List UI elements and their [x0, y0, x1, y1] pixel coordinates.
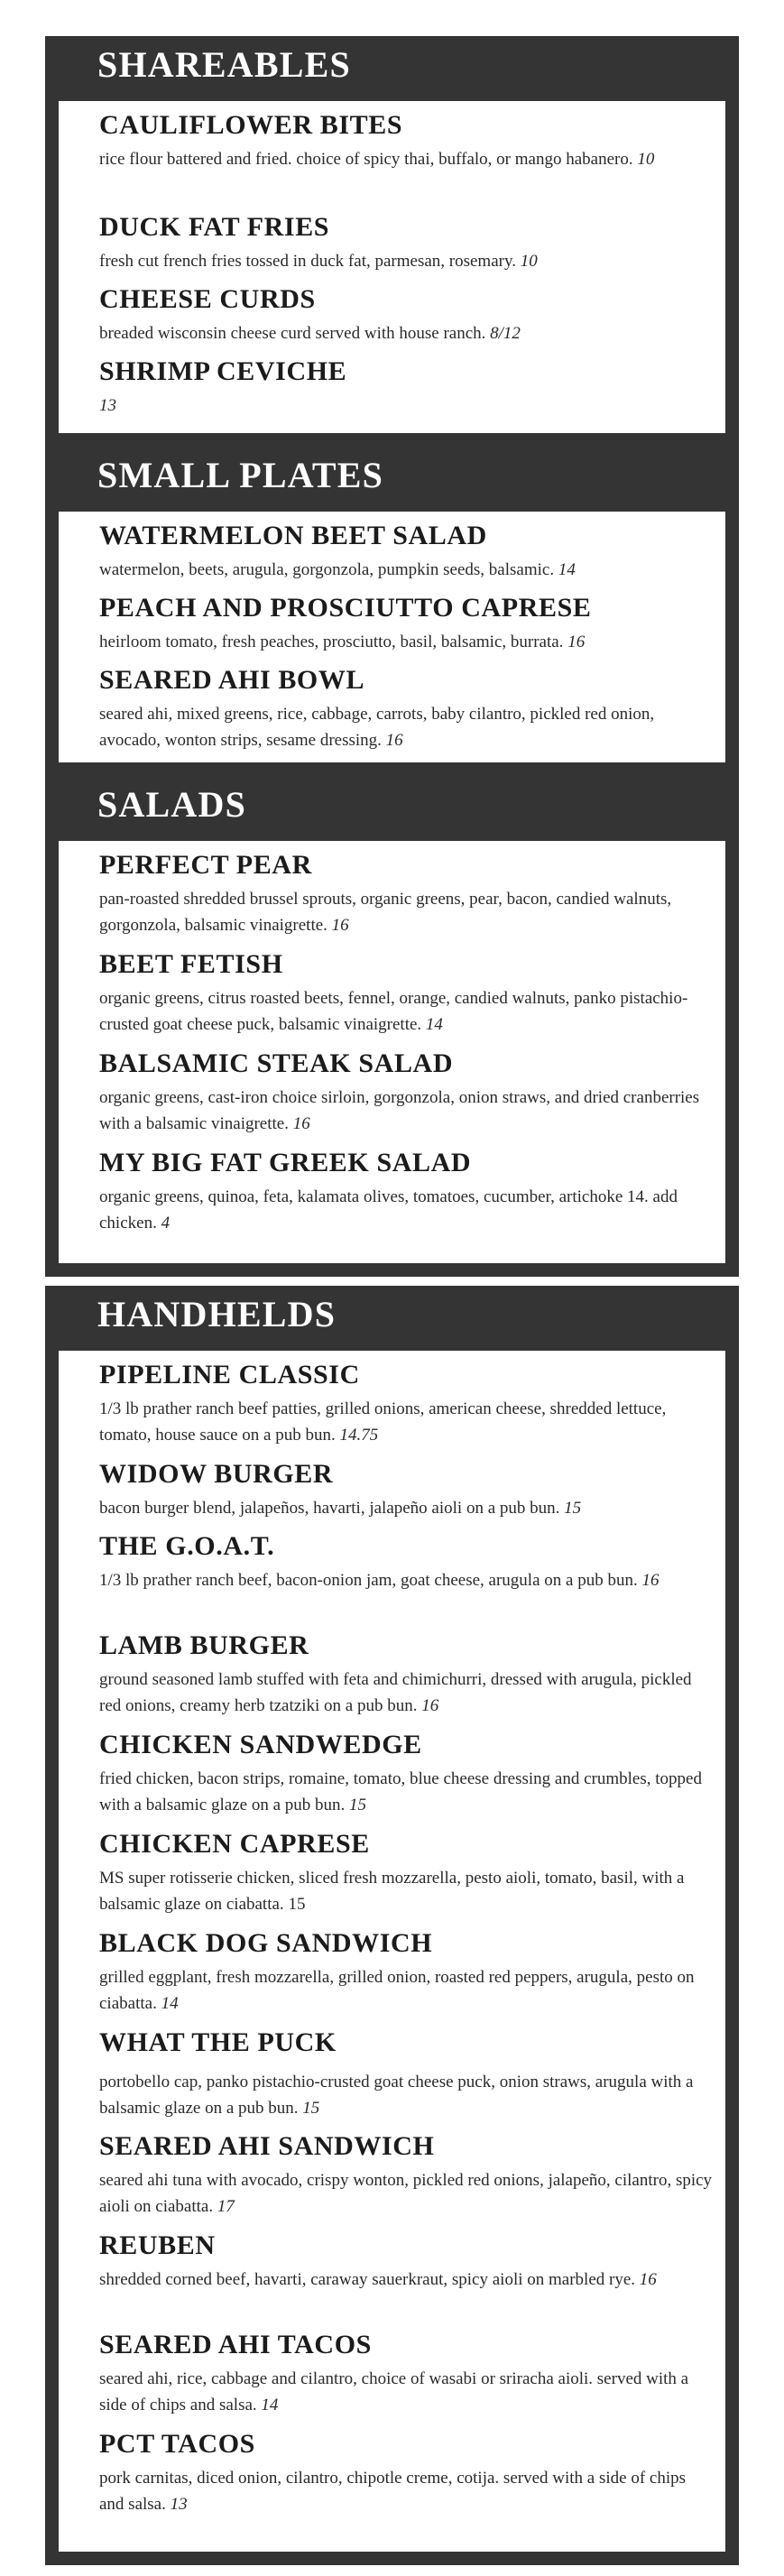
menu-item: [99, 2029, 715, 2121]
menu-item: [99, 1050, 715, 1137]
item-description: [99, 1396, 715, 1448]
section-shareables: [45, 36, 739, 447]
item-desc-text: shredded corned beef, havarti, caraway sauerkraut, spicy aioli on marbled rye.: [99, 2270, 636, 2289]
item-name: SEARED AHI BOWL: [99, 665, 365, 695]
item-desc-text: fried chicken, bacon strips, romaine, tomato, blue cheese dressing and crumbles, topped with a balsamic glaze on a pub bun.: [99, 1769, 702, 1814]
item-price: 15: [349, 1796, 367, 1814]
item-desc-text: 1/3 lb prather ranch beef patties, grilled onions, american cheese, shredded lettuce, tomato, house sauce on a pub bun.: [99, 1399, 667, 1445]
item-desc-text: seared ahi tuna with avocado, crispy wonton, pickled red onions, jalapeño, cilantro, spicy aioli on ciabatta.: [99, 2171, 713, 2216]
menu-item: [99, 112, 715, 172]
item-price: 14: [558, 560, 576, 579]
menu-item: [99, 1461, 715, 1521]
section-panel: [59, 841, 725, 1263]
menu-item: [99, 2232, 715, 2293]
item-description: [99, 320, 715, 346]
menu-item: [99, 286, 715, 346]
item-description: [99, 985, 715, 1038]
item-desc-text: MS super rotisserie chicken, sliced fresh mozzarella, pesto aioli, tomato, basil, with a balsamic glaze on ciabatta.: [99, 1869, 685, 1914]
item-name: PEACH AND PROSCIUTTO CAPRESE: [99, 593, 592, 623]
item-name: SEARED AHI TACOS: [99, 2330, 372, 2359]
menu-item: [99, 2331, 715, 2418]
item-name: CHICKEN CAPRESE: [99, 1829, 370, 1859]
item-name: PERFECT PEAR: [99, 850, 312, 880]
item-desc-text: rice flour battered and fried. choice of spicy thai, buffalo, or mango habanero.: [99, 150, 633, 169]
menu-item: [99, 667, 715, 753]
item-description: [99, 1667, 715, 1719]
item-name: BEET FETISH: [99, 949, 283, 979]
item-desc-text: seared ahi, mixed greens, rice, cabbage, carrots, baby cilantro, pickled red onion, avocado, wonton strips, sesame dressing.: [99, 705, 655, 750]
item-description: [99, 2167, 715, 2220]
item-price: 8/12: [490, 324, 521, 343]
item-price: 16: [567, 632, 586, 651]
menu-item: [99, 1930, 715, 2017]
item-price: 16: [639, 2270, 657, 2289]
item-description: [99, 392, 715, 419]
item-price: 14: [161, 1994, 179, 2013]
item-desc-text: portobello cap, panko pistachio-crusted goat cheese puck, onion straws, arugula with a balsamic glaze on a pub bun.: [99, 2073, 694, 2118]
section-panel: [59, 101, 725, 433]
item-desc-text: heirloom tomato, fresh peaches, prosciutto, basil, balsamic, burrata.: [99, 632, 564, 651]
item-desc-text: seared ahi, rice, cabbage and cilantro, choice of wasabi or sriracha aioli. served with a side of chips and salsa.: [99, 2369, 689, 2414]
item-price: 14: [261, 2396, 279, 2414]
menu-item: [99, 2431, 715, 2517]
item-name: BLACK DOG SANDWICH: [99, 1928, 433, 1958]
item-description: [99, 248, 715, 274]
item-name: THE G.O.A.T.: [99, 1531, 275, 1561]
item-desc-text: bacon burger blend, jalapeños, havarti, jalapeño aioli on a pub bun.: [99, 1499, 560, 1518]
section-salads: [45, 776, 739, 1277]
item-price: 16: [641, 1571, 659, 1590]
item-name: BALSAMIC STEAK SALAD: [99, 1048, 454, 1078]
item-description: [99, 629, 715, 655]
item-description: [99, 1567, 715, 1593]
menu-item: [99, 1731, 715, 1818]
item-desc-text: 1/3 lb prather ranch beef, bacon-onion jam, goat cheese, arugula on a pub bun.: [99, 1571, 638, 1590]
section-title: SALADS: [97, 784, 247, 825]
menu-item: [99, 595, 715, 655]
section-panel: [59, 1351, 725, 2552]
section-title: SHAREABLES: [97, 44, 351, 85]
menu-item: [99, 1533, 715, 1593]
item-name: SHRIMP CEVICHE: [99, 356, 347, 386]
item-desc-text: ground seasoned lamb stuffed with feta and chimichurri, dressed with arugula, pickled red onions, creamy herb tzatziki on a pub bun.: [99, 1670, 692, 1715]
item-description: [99, 1184, 715, 1236]
item-price: 16: [292, 1114, 310, 1133]
item-price: 14.75: [339, 1426, 379, 1445]
section-title: SMALL PLATES: [97, 455, 384, 495]
item-description: [99, 1964, 715, 2017]
menu-item: [99, 852, 715, 938]
item-price: 10: [520, 252, 538, 271]
item-name: DUCK FAT FRIES: [99, 212, 330, 242]
item-description: [99, 1495, 715, 1521]
item-name: REUBEN: [99, 2230, 216, 2260]
item-name: WIDOW BURGER: [99, 1459, 334, 1489]
item-description: [99, 2069, 715, 2121]
item-name: PCT TACOS: [99, 2429, 255, 2459]
item-name: LAMB BURGER: [99, 1630, 309, 1660]
item-description: [99, 1865, 715, 1917]
menu-item: [99, 1831, 715, 1917]
item-desc-text: pork carnitas, diced onion, cilantro, chipotle creme, cotija. served with a side of chips and salsa.: [99, 2469, 687, 2514]
menu-item: [99, 951, 715, 1038]
item-description: [99, 2267, 715, 2293]
item-description: [99, 701, 715, 753]
item-desc-text: breaded wisconsin cheese curd served with house ranch.: [99, 324, 486, 343]
item-desc-text: fresh cut french fries tossed in duck fat, parmesan, rosemary.: [99, 252, 516, 271]
item-name: MY BIG FAT GREEK SALAD: [99, 1148, 472, 1177]
item-desc-text: organic greens, cast-iron choice sirloin, gorgonzola, onion straws, and dried cranberries with a balsamic vinaigrette.: [99, 1088, 700, 1133]
item-price: 16: [331, 916, 349, 935]
item-price: 16: [421, 1696, 439, 1715]
item-price: 13: [170, 2495, 188, 2514]
section-title: HANDHELDS: [97, 1294, 337, 1334]
item-description: [99, 1085, 715, 1137]
item-description: [99, 2465, 715, 2517]
item-description: [99, 886, 715, 938]
item-name: WHAT THE PUCK: [99, 2027, 337, 2057]
item-price: 4: [161, 1214, 171, 1233]
item-price: 14: [425, 1015, 443, 1034]
item-name: SEARED AHI SANDWICH: [99, 2131, 435, 2161]
item-desc-text: organic greens, citrus roasted beets, fennel, orange, candied walnuts, panko pistachio-crusted goat cheese puck, balsamic vinaigrette.: [99, 989, 688, 1034]
item-description: [99, 1766, 715, 1818]
item-price: 13: [99, 396, 116, 415]
menu-item: [99, 522, 715, 583]
menu-item: [99, 1632, 715, 1719]
item-price: 16: [385, 731, 403, 750]
item-description: [99, 146, 715, 172]
item-price: 15: [302, 2099, 320, 2118]
menu-item: [99, 214, 715, 274]
menu-item: [99, 2133, 715, 2220]
item-name: CHICKEN SANDWEDGE: [99, 1730, 422, 1759]
menu-item: [99, 358, 715, 419]
item-description: [99, 2366, 715, 2418]
item-name: CHEESE CURDS: [99, 284, 316, 314]
item-desc-text: organic greens, quinoa, feta, kalamata olives, tomatoes, cucumber, artichoke 14. add chicken.: [99, 1187, 678, 1233]
item-price: 15: [288, 1895, 306, 1914]
menu-item: [99, 1150, 715, 1236]
section-handhelds: [45, 1286, 739, 2565]
item-price: 10: [637, 150, 655, 169]
item-desc-text: watermelon, beets, arugula, gorgonzola, pumpkin seeds, balsamic.: [99, 560, 555, 579]
item-desc-text: grilled eggplant, fresh mozzarella, grilled onion, roasted red peppers, arugula, pesto on ciabatta.: [99, 1968, 695, 2013]
item-name: PIPELINE CLASSIC: [99, 1360, 360, 1390]
menu-item: [99, 1362, 715, 1448]
item-description: [99, 557, 715, 583]
item-name: WATERMELON BEET SALAD: [99, 521, 487, 550]
item-price: 15: [564, 1499, 582, 1518]
section-small-plates: [45, 447, 739, 776]
item-desc-text: pan-roasted shredded brussel sprouts, organic greens, pear, bacon, candied walnuts, gorgonzola, balsamic vinaigrette.: [99, 890, 672, 935]
item-price: 17: [217, 2197, 235, 2216]
item-name: CAULIFLOWER BITES: [99, 110, 403, 140]
section-panel: [59, 512, 725, 762]
